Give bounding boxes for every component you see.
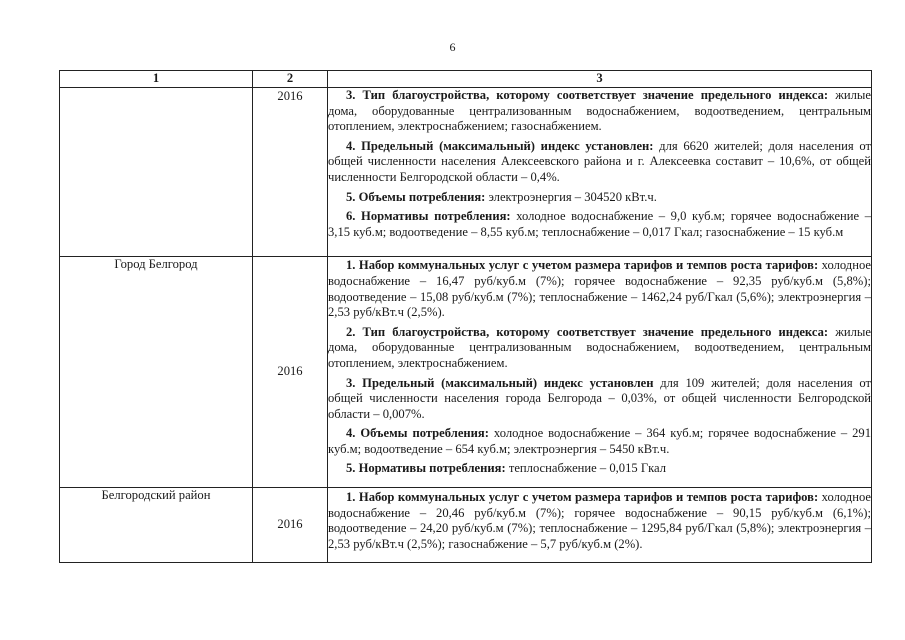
- description-cell: [328, 488, 872, 563]
- region-cell: Город Белгород: [60, 257, 253, 488]
- description-item: [328, 258, 871, 320]
- description-item: [328, 209, 871, 240]
- description-item: [328, 325, 871, 372]
- item-label: 3. Предельный (максимальный) индекс установлен: [346, 375, 654, 390]
- table-row: [60, 488, 872, 563]
- item-text: жилые дома, оборудованные централизованным водоснабжением, водоотведением, центральным отоплением, электроснабжением; газоснабжением.: [328, 88, 871, 134]
- item-label: 4. Предельный (максимальный) индекс установлен:: [346, 138, 654, 153]
- item-label: 6. Нормативы потребления:: [346, 209, 511, 224]
- description-item: [328, 426, 871, 457]
- table-header-row: [60, 71, 872, 88]
- item-label: 2. Тип благоустройства, которому соответствует значение предельного индекса:: [346, 324, 829, 339]
- item-label: 1. Набор коммунальных услуг с учетом размера тарифов и темпов роста тарифов:: [346, 490, 819, 505]
- item-label: 3. Тип благоустройства, которому соответствует значение предельного индекса:: [346, 88, 829, 102]
- year-cell: 2016: [253, 88, 328, 257]
- description-item: [328, 190, 871, 206]
- item-text: холодное водоснабжение – 20,46 руб/куб.м (7%); горячее водоснабжение – 90,15 руб/куб.м (6,1%); водоотведение – 24,20 руб/куб.м (7%); теплоснабжение – 1295,84 руб/Гкал (5,8%); электроэнергия – 2,53 руб/кВт.ч (2,5%); газоснабжение – 5,7 руб/куб.м (2%).: [328, 490, 871, 551]
- item-text: холодное водоснабжение – 9,0 куб.м; горячее водоснабжение – 3,15 куб.м; водоотведение – 8,55 куб.м; теплоснабжение – 0,017 Гкал; газоснабжение – 15 куб.м: [328, 209, 872, 239]
- region-cell: [60, 88, 253, 257]
- column-header-3: 3: [328, 71, 872, 88]
- item-label: 5. Нормативы потребления:: [346, 461, 506, 476]
- year-cell: 2016: [253, 488, 328, 563]
- table-row: [60, 257, 872, 488]
- description-cell: [328, 88, 872, 257]
- description-item: [328, 376, 871, 423]
- table-row: [60, 88, 872, 257]
- column-header-2: 2: [253, 71, 328, 88]
- item-text: холодное водоснабжение – 364 куб.м; горячее водоснабжение – 291 куб.м; водоотведение – 654 куб.м; электроэнергия – 5450 кВт.ч.: [328, 426, 872, 456]
- description-item: [328, 139, 871, 186]
- page-number: 6: [449, 40, 456, 54]
- item-label: 1. Набор коммунальных услуг с учетом размера тарифов и темпов роста тарифов:: [346, 258, 819, 273]
- item-label: 5. Объемы потребления:: [346, 189, 486, 204]
- tariff-table: [59, 70, 872, 563]
- description-item: [328, 461, 871, 477]
- item-text: для 6620 жителей; доля населения от общей численности населения Алексеевского района и г. Алексеевка составит – 10,6%, от общей численности Белгородской области – 0,4%.: [328, 138, 871, 184]
- column-header-1: 1: [60, 71, 253, 88]
- item-text: для 109 жителей; доля населения от общей численности населения города Белгорода – 0,03%, от общей численности Белгородской области – 0,007%.: [328, 375, 871, 421]
- item-text: электроэнергия – 304520 кВт.ч.: [485, 189, 657, 204]
- description-item: [328, 88, 871, 135]
- item-text: холодное водоснабжение – 16,47 руб/куб.м (7%); горячее водоснабжение – 92,35 руб/куб.м (5,8%); водоотведение – 15,08 руб/куб.м (7%); теплоснабжение – 1462,24 руб/Гкал (5,6%); электроэнергия – 2,53 руб/кВт.ч (2,5%).: [328, 258, 871, 320]
- description-cell: [328, 257, 872, 488]
- region-cell: Белгородский район: [60, 488, 253, 563]
- item-label: 4. Объемы потребления:: [346, 426, 489, 441]
- description-item: [328, 490, 871, 552]
- item-text: жилые дома, оборудованные централизованным водоснабжением, водоотведением, центральным отоплением, электроснабжением.: [328, 324, 871, 370]
- item-text: теплоснабжение – 0,015 Гкал: [505, 461, 667, 476]
- year-cell: 2016: [253, 257, 328, 488]
